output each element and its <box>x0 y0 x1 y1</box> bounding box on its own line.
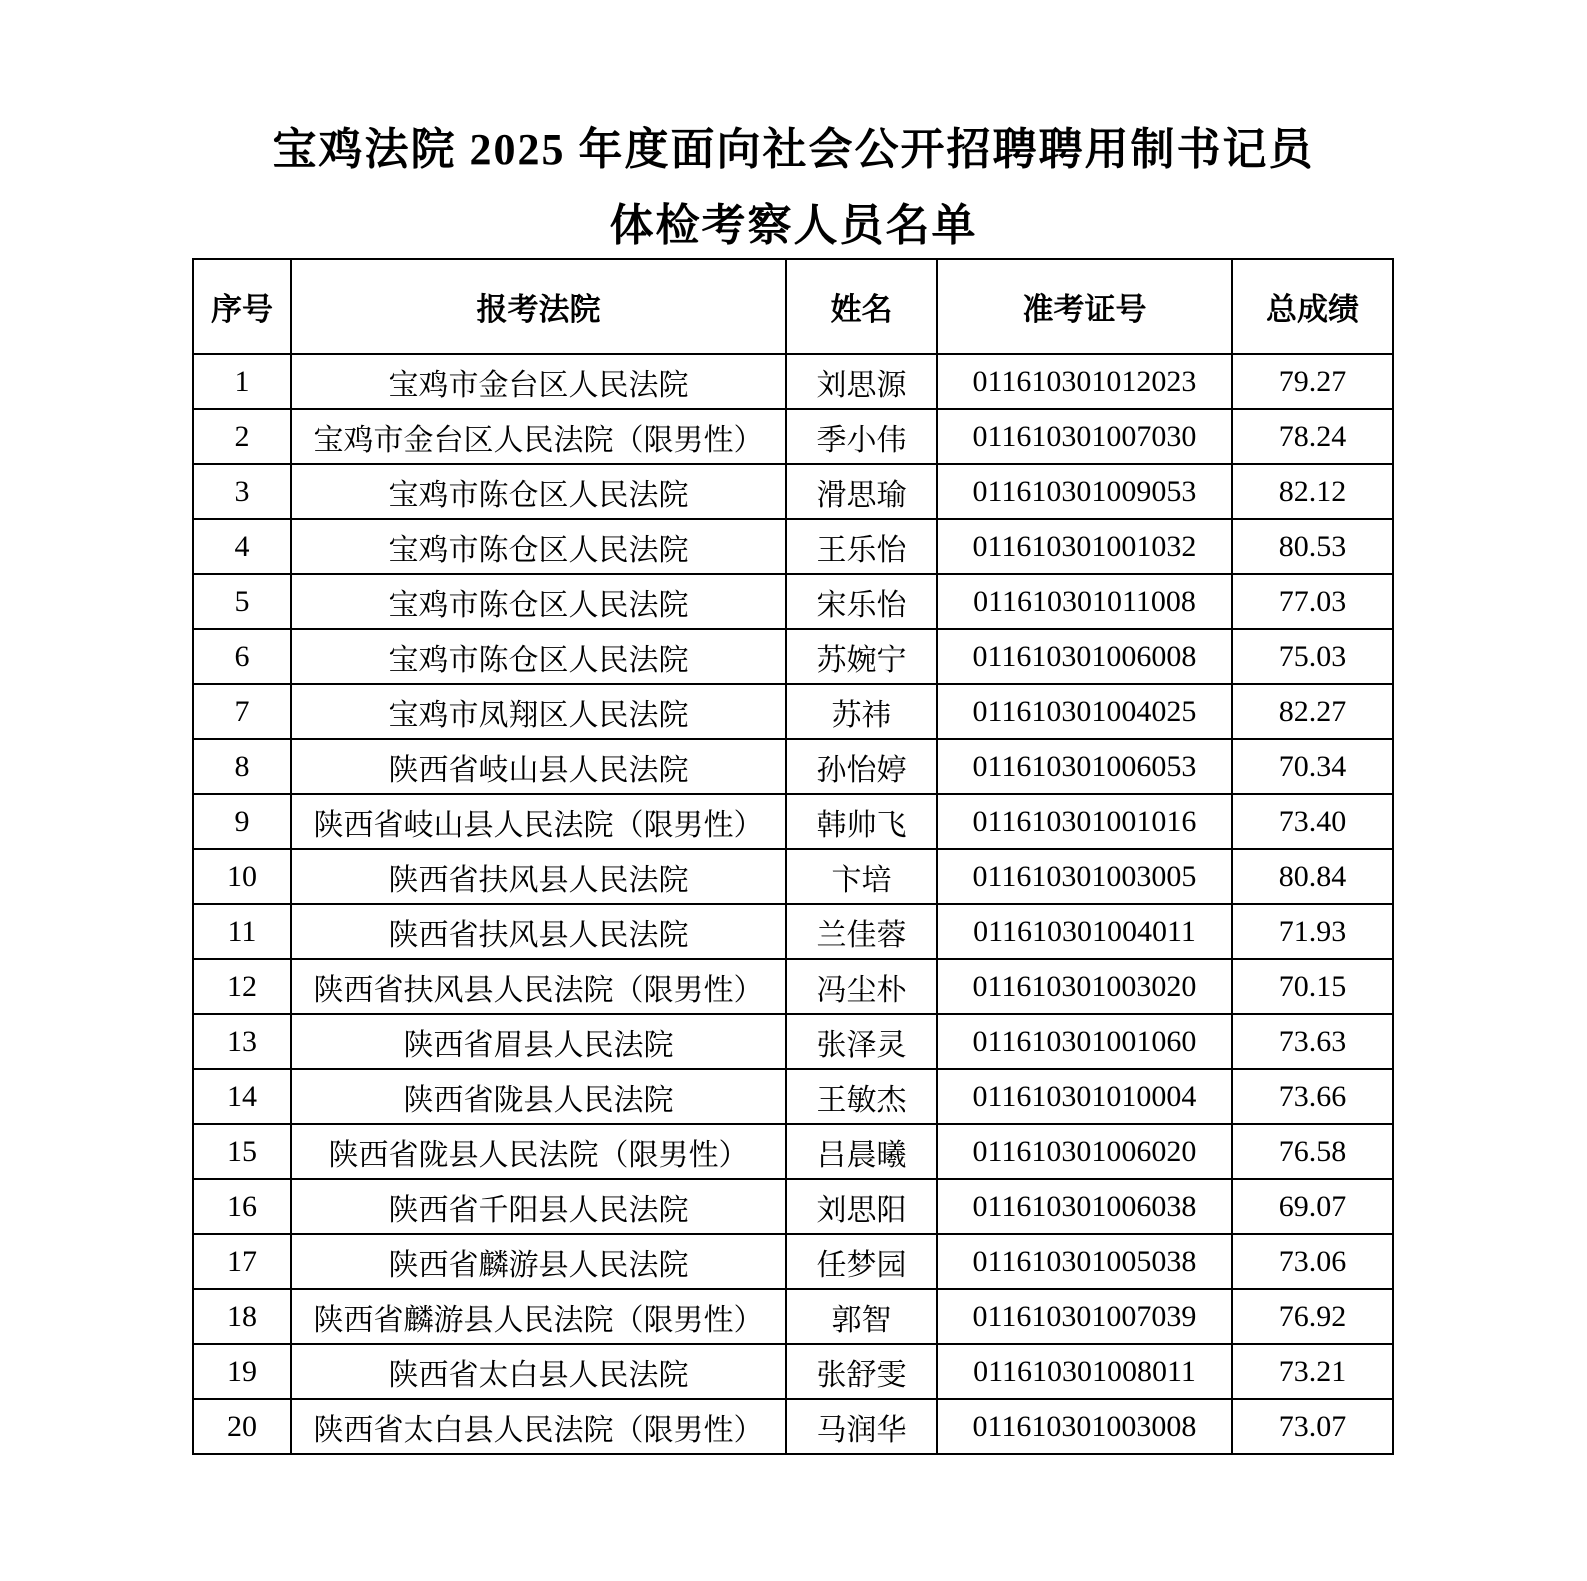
col-header-seq: 序号 <box>193 259 291 354</box>
cell-seq: 1 <box>193 354 291 409</box>
table-row <box>193 574 1393 629</box>
cell-ticket: 011610301003005 <box>937 849 1232 904</box>
cell-score: 73.21 <box>1232 1344 1393 1399</box>
table-row <box>193 1179 1393 1234</box>
cell-seq: 17 <box>193 1234 291 1289</box>
cell-seq: 3 <box>193 464 291 519</box>
cell-seq: 4 <box>193 519 291 574</box>
cell-name: 郭智 <box>786 1289 937 1344</box>
cell-score: 73.63 <box>1232 1014 1393 1069</box>
table-row <box>193 354 1393 409</box>
table-row <box>193 464 1393 519</box>
cell-name: 苏婉宁 <box>786 629 937 684</box>
cell-court: 宝鸡市金台区人民法院 <box>291 354 786 409</box>
cell-court: 陕西省太白县人民法院（限男性） <box>291 1399 786 1454</box>
cell-score: 73.40 <box>1232 794 1393 849</box>
cell-seq: 15 <box>193 1124 291 1179</box>
cell-score: 69.07 <box>1232 1179 1393 1234</box>
table-row <box>193 629 1393 684</box>
title-line-2: 体检考察人员名单 <box>609 201 978 250</box>
cell-seq: 2 <box>193 409 291 464</box>
cell-ticket: 011610301007039 <box>937 1289 1232 1344</box>
cell-name: 刘思源 <box>786 354 937 409</box>
cell-name: 刘思阳 <box>786 1179 937 1234</box>
cell-ticket: 011610301001016 <box>937 794 1232 849</box>
cell-ticket: 011610301008011 <box>937 1344 1232 1399</box>
cell-score: 70.34 <box>1232 739 1393 794</box>
cell-ticket: 011610301010004 <box>937 1069 1232 1124</box>
cell-ticket: 011610301006008 <box>937 629 1232 684</box>
cell-seq: 6 <box>193 629 291 684</box>
cell-ticket: 011610301009053 <box>937 464 1232 519</box>
cell-score: 73.07 <box>1232 1399 1393 1454</box>
table-row <box>193 684 1393 739</box>
cell-name: 张泽灵 <box>786 1014 937 1069</box>
cell-name: 吕晨曦 <box>786 1124 937 1179</box>
cell-name: 王敏杰 <box>786 1069 937 1124</box>
title-line-1: 宝鸡法院 2025 年度面向社会公开招聘聘用制书记员 <box>272 125 1315 174</box>
cell-ticket: 011610301006053 <box>937 739 1232 794</box>
cell-court: 陕西省麟游县人民法院（限男性） <box>291 1289 786 1344</box>
table-row <box>193 1399 1393 1454</box>
cell-name: 滑思瑜 <box>786 464 937 519</box>
cell-name: 卞培 <box>786 849 937 904</box>
cell-ticket: 011610301011008 <box>937 574 1232 629</box>
cell-score: 78.24 <box>1232 409 1393 464</box>
document-title <box>0 112 1587 264</box>
col-header-ticket: 准考证号 <box>937 259 1232 354</box>
cell-name: 苏祎 <box>786 684 937 739</box>
cell-court: 宝鸡市金台区人民法院（限男性） <box>291 409 786 464</box>
table-row <box>193 739 1393 794</box>
cell-score: 70.15 <box>1232 959 1393 1014</box>
table-row <box>193 959 1393 1014</box>
cell-ticket: 011610301003020 <box>937 959 1232 1014</box>
table-row <box>193 1289 1393 1344</box>
cell-ticket: 011610301003008 <box>937 1399 1232 1454</box>
table-row <box>193 1344 1393 1399</box>
cell-court: 陕西省扶风县人民法院 <box>291 904 786 959</box>
cell-seq: 16 <box>193 1179 291 1234</box>
table-header-row <box>193 259 1393 354</box>
cell-court: 宝鸡市凤翔区人民法院 <box>291 684 786 739</box>
cell-court: 陕西省眉县人民法院 <box>291 1014 786 1069</box>
cell-ticket: 011610301004025 <box>937 684 1232 739</box>
cell-ticket: 011610301005038 <box>937 1234 1232 1289</box>
cell-seq: 9 <box>193 794 291 849</box>
cell-court: 陕西省扶风县人民法院 <box>291 849 786 904</box>
cell-court: 陕西省麟游县人民法院 <box>291 1234 786 1289</box>
cell-score: 73.06 <box>1232 1234 1393 1289</box>
cell-score: 80.53 <box>1232 519 1393 574</box>
cell-court: 陕西省扶风县人民法院（限男性） <box>291 959 786 1014</box>
col-header-score: 总成绩 <box>1232 259 1393 354</box>
cell-ticket: 011610301006020 <box>937 1124 1232 1179</box>
cell-court: 陕西省岐山县人民法院（限男性） <box>291 794 786 849</box>
cell-court: 陕西省千阳县人民法院 <box>291 1179 786 1234</box>
col-header-court: 报考法院 <box>291 259 786 354</box>
cell-name: 兰佳蓉 <box>786 904 937 959</box>
cell-ticket: 011610301001032 <box>937 519 1232 574</box>
cell-court: 宝鸡市陈仓区人民法院 <box>291 629 786 684</box>
cell-name: 马润华 <box>786 1399 937 1454</box>
roster-table <box>192 258 1394 1455</box>
table-row <box>193 519 1393 574</box>
cell-seq: 8 <box>193 739 291 794</box>
cell-ticket: 011610301001060 <box>937 1014 1232 1069</box>
cell-score: 75.03 <box>1232 629 1393 684</box>
cell-court: 陕西省陇县人民法院（限男性） <box>291 1124 786 1179</box>
cell-court: 陕西省太白县人民法院 <box>291 1344 786 1399</box>
table-row <box>193 1069 1393 1124</box>
cell-score: 79.27 <box>1232 354 1393 409</box>
cell-name: 任梦园 <box>786 1234 937 1289</box>
table-row <box>193 904 1393 959</box>
cell-seq: 10 <box>193 849 291 904</box>
cell-court: 宝鸡市陈仓区人民法院 <box>291 464 786 519</box>
cell-court: 宝鸡市陈仓区人民法院 <box>291 519 786 574</box>
cell-score: 73.66 <box>1232 1069 1393 1124</box>
cell-seq: 18 <box>193 1289 291 1344</box>
table-row <box>193 409 1393 464</box>
table-row <box>193 1014 1393 1069</box>
cell-score: 80.84 <box>1232 849 1393 904</box>
cell-ticket: 011610301006038 <box>937 1179 1232 1234</box>
cell-court: 陕西省陇县人民法院 <box>291 1069 786 1124</box>
cell-seq: 20 <box>193 1399 291 1454</box>
cell-name: 孙怡婷 <box>786 739 937 794</box>
table-row <box>193 1234 1393 1289</box>
cell-seq: 19 <box>193 1344 291 1399</box>
table-row <box>193 1124 1393 1179</box>
cell-name: 韩帅飞 <box>786 794 937 849</box>
table-row <box>193 794 1393 849</box>
cell-court: 宝鸡市陈仓区人民法院 <box>291 574 786 629</box>
cell-score: 82.12 <box>1232 464 1393 519</box>
cell-score: 71.93 <box>1232 904 1393 959</box>
cell-name: 冯尘朴 <box>786 959 937 1014</box>
table-row <box>193 849 1393 904</box>
col-header-name: 姓名 <box>786 259 937 354</box>
cell-seq: 13 <box>193 1014 291 1069</box>
cell-score: 82.27 <box>1232 684 1393 739</box>
cell-score: 76.92 <box>1232 1289 1393 1344</box>
cell-name: 张舒雯 <box>786 1344 937 1399</box>
cell-ticket: 011610301007030 <box>937 409 1232 464</box>
cell-ticket: 011610301012023 <box>937 354 1232 409</box>
cell-score: 77.03 <box>1232 574 1393 629</box>
cell-seq: 7 <box>193 684 291 739</box>
cell-seq: 11 <box>193 904 291 959</box>
cell-court: 陕西省岐山县人民法院 <box>291 739 786 794</box>
cell-seq: 5 <box>193 574 291 629</box>
cell-score: 76.58 <box>1232 1124 1393 1179</box>
cell-name: 季小伟 <box>786 409 937 464</box>
cell-name: 王乐怡 <box>786 519 937 574</box>
cell-seq: 12 <box>193 959 291 1014</box>
cell-seq: 14 <box>193 1069 291 1124</box>
cell-ticket: 011610301004011 <box>937 904 1232 959</box>
cell-name: 宋乐怡 <box>786 574 937 629</box>
